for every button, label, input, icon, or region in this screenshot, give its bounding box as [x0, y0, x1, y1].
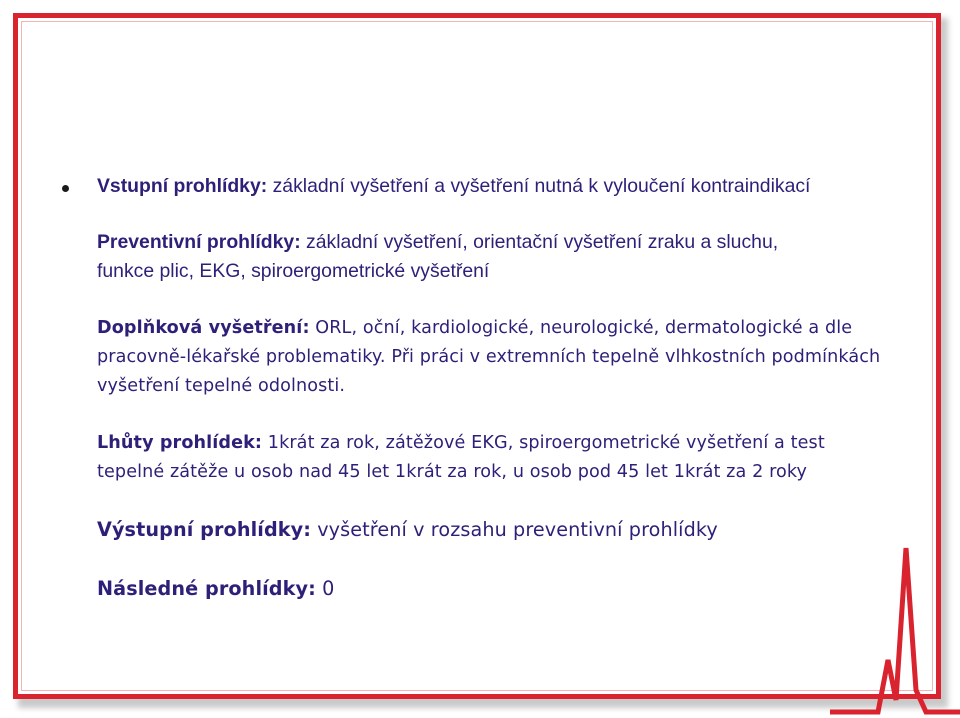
heading-nasledne: Následné prohlídky:: [97, 577, 316, 600]
text-vystupni: vyšetření v rozsahu preventivní prohlídky: [311, 518, 718, 541]
paragraph-lhuty: [97, 429, 872, 487]
paragraph-vystupni: [97, 515, 718, 544]
ekg-line-icon: [830, 540, 960, 718]
heading-vstupni: Vstupní prohlídky:: [97, 175, 268, 197]
bullet-icon: [62, 185, 69, 192]
heading-vystupni: Výstupní prohlídky:: [97, 518, 312, 541]
text-preventivni: základní vyšetření, orientační vyšetření zraku a sluchu, funkce plic, EKG, spiroergometrické vyšetření: [97, 231, 779, 282]
paragraph-nasledne: [97, 574, 334, 603]
text-doplnkova: ORL, oční, kardiologické, neurologické, dermatologické a dle pracovně-lékařské problematiky. Při práci v extremních tepelně vlhkostních podmínkách vyšetření tepelné odolnosti.: [97, 318, 881, 396]
text-nasledne: 0: [315, 577, 335, 600]
paragraph-vstupni: [97, 172, 810, 201]
heading-preventivni: Preventivní prohlídky:: [97, 231, 301, 253]
paragraph-preventivni: [97, 228, 837, 286]
paragraph-doplnkova: [97, 314, 887, 401]
text-vstupni: základní vyšetření a vyšetření nutná k vyloučení kontraindikací: [267, 175, 811, 197]
heading-lhuty: Lhůty prohlídek:: [97, 433, 263, 453]
heading-doplnkova: Doplňková vyšetření:: [97, 318, 310, 338]
text-lhuty: 1krát za rok, zátěžové EKG, spiroergometrické vyšetření a test tepelné zátěže u osob nad 45 let 1krát za rok, u osob pod 45 let 1krát za 2 roky: [97, 433, 825, 482]
